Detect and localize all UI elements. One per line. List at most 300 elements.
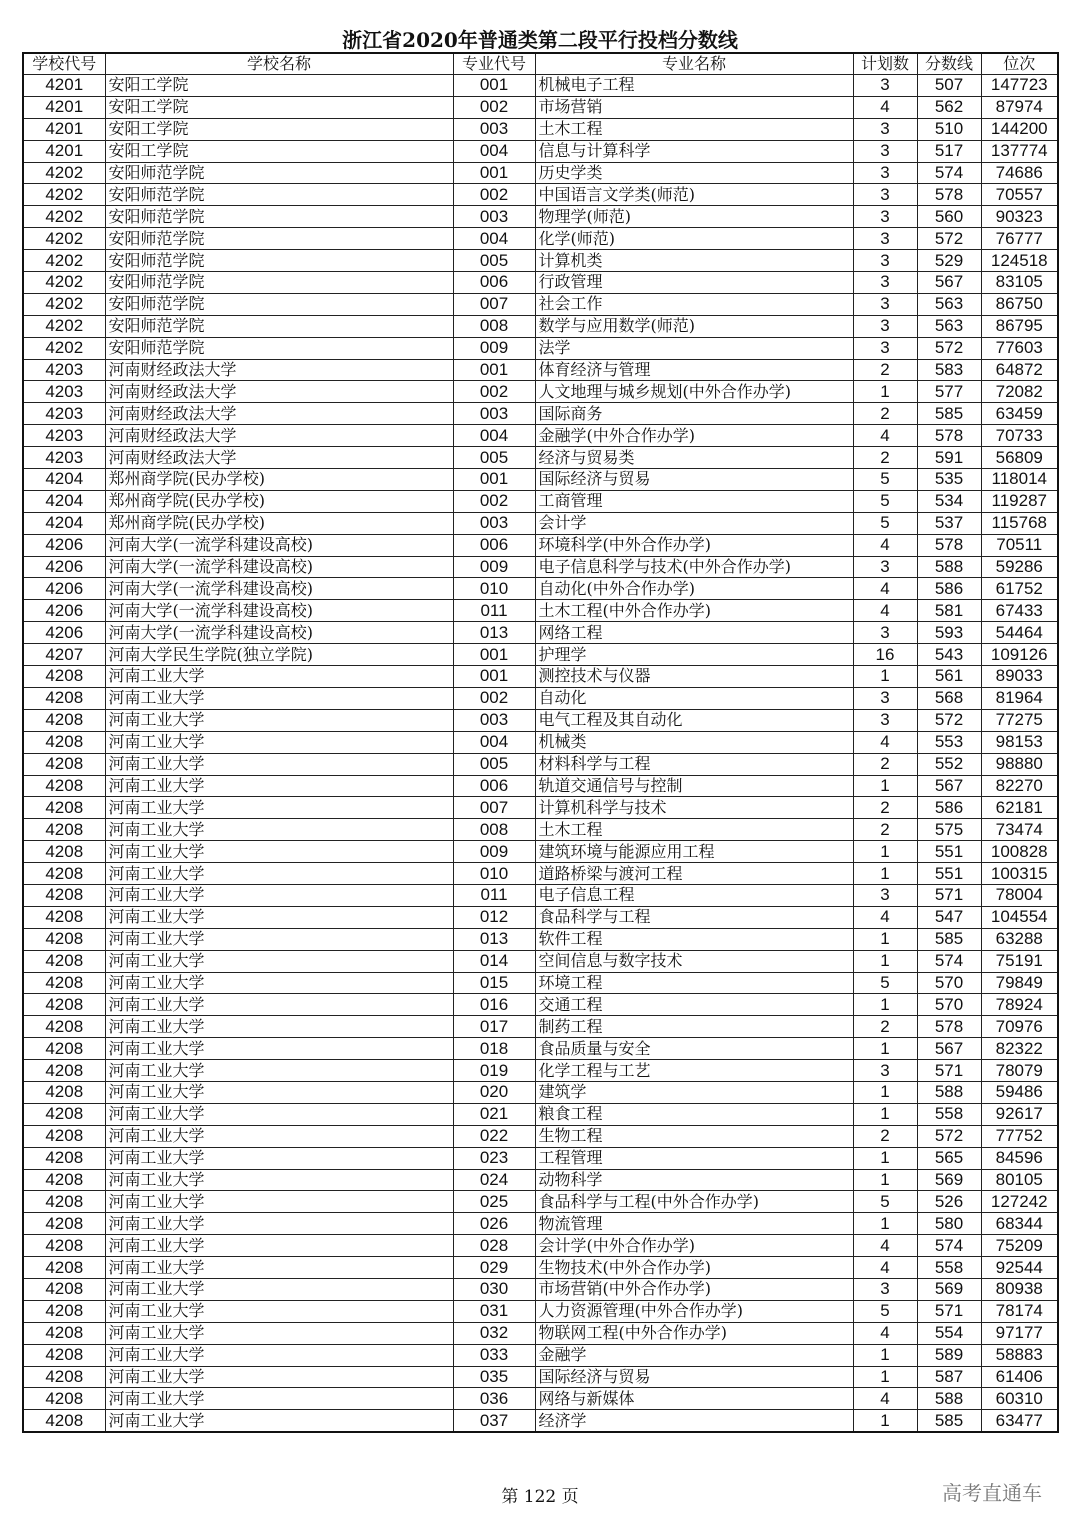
cell-score-line: 574 <box>917 162 981 184</box>
cell-plan-count: 5 <box>853 1191 917 1213</box>
cell-score-line: 578 <box>917 1016 981 1038</box>
cell-score-line: 578 <box>917 184 981 206</box>
cell-school-name: 河南工业大学 <box>105 1103 453 1125</box>
cell-major-code: 006 <box>453 775 535 797</box>
cell-school-code: 4208 <box>23 1060 105 1082</box>
cell-school-name: 安阳师范学院 <box>105 250 453 272</box>
cell-school-name: 安阳师范学院 <box>105 228 453 250</box>
cell-rank: 81964 <box>981 687 1058 709</box>
cell-plan-count: 3 <box>853 184 917 206</box>
cell-score-line: 567 <box>917 775 981 797</box>
cell-score-line: 543 <box>917 644 981 666</box>
cell-school-name: 郑州商学院(民办学校) <box>105 469 453 491</box>
cell-major-code: 012 <box>453 906 535 928</box>
cell-major-code: 022 <box>453 1125 535 1147</box>
cell-major-name: 食品质量与安全 <box>535 1038 853 1060</box>
cell-school-code: 4208 <box>23 1257 105 1279</box>
cell-school-name: 安阳师范学院 <box>105 184 453 206</box>
cell-major-name: 历史学类 <box>535 162 853 184</box>
cell-major-code: 018 <box>453 1038 535 1060</box>
cell-rank: 80105 <box>981 1169 1058 1191</box>
cell-plan-count: 2 <box>853 797 917 819</box>
cell-rank: 100828 <box>981 841 1058 863</box>
table-row <box>23 96 1058 118</box>
cell-school-code: 4208 <box>23 841 105 863</box>
cell-score-line: 535 <box>917 469 981 491</box>
cell-major-name: 工程管理 <box>535 1147 853 1169</box>
cell-rank: 137774 <box>981 140 1058 162</box>
cell-rank: 78004 <box>981 884 1058 906</box>
cell-school-name: 安阳师范学院 <box>105 206 453 228</box>
cell-school-code: 4208 <box>23 1169 105 1191</box>
cell-score-line: 578 <box>917 425 981 447</box>
cell-rank: 73474 <box>981 819 1058 841</box>
cell-major-name: 自动化 <box>535 687 853 709</box>
cell-major-code: 033 <box>453 1344 535 1366</box>
table-row <box>23 841 1058 863</box>
cell-plan-count: 1 <box>853 841 917 863</box>
cell-school-name: 河南财经政法大学 <box>105 425 453 447</box>
cell-major-code: 001 <box>453 75 535 97</box>
cell-major-code: 002 <box>453 96 535 118</box>
cell-school-name: 河南工业大学 <box>105 1235 453 1257</box>
cell-school-name: 河南工业大学 <box>105 1322 453 1344</box>
cell-major-code: 025 <box>453 1191 535 1213</box>
cell-major-name: 环境科学(中外合作办学) <box>535 534 853 556</box>
cell-major-name: 会计学(中外合作办学) <box>535 1235 853 1257</box>
cell-major-code: 011 <box>453 884 535 906</box>
cell-major-code: 023 <box>453 1147 535 1169</box>
cell-score-line: 561 <box>917 666 981 688</box>
cell-rank: 62181 <box>981 797 1058 819</box>
cell-major-code: 001 <box>453 359 535 381</box>
cell-major-name: 电气工程及其自动化 <box>535 709 853 731</box>
cell-major-code: 019 <box>453 1060 535 1082</box>
cell-score-line: 529 <box>917 250 981 272</box>
cell-score-line: 588 <box>917 1081 981 1103</box>
table-row <box>23 666 1058 688</box>
table-row <box>23 600 1058 622</box>
cell-plan-count: 3 <box>853 272 917 294</box>
cell-major-name: 生物工程 <box>535 1125 853 1147</box>
cell-major-name: 行政管理 <box>535 272 853 294</box>
table-row <box>23 1191 1058 1213</box>
cell-score-line: 572 <box>917 228 981 250</box>
cell-school-code: 4208 <box>23 1191 105 1213</box>
cell-school-name: 河南工业大学 <box>105 1016 453 1038</box>
cell-major-name: 网络与新媒体 <box>535 1388 853 1410</box>
cell-plan-count: 16 <box>853 644 917 666</box>
cell-school-name: 河南工业大学 <box>105 1060 453 1082</box>
cell-score-line: 586 <box>917 578 981 600</box>
cell-plan-count: 1 <box>853 994 917 1016</box>
cell-plan-count: 1 <box>853 863 917 885</box>
cell-school-code: 4202 <box>23 162 105 184</box>
cell-major-code: 006 <box>453 272 535 294</box>
cell-school-name: 河南工业大学 <box>105 928 453 950</box>
cell-rank: 78174 <box>981 1300 1058 1322</box>
cell-school-name: 河南工业大学 <box>105 1257 453 1279</box>
cell-major-name: 制药工程 <box>535 1016 853 1038</box>
cell-school-code: 4208 <box>23 1103 105 1125</box>
cell-score-line: 526 <box>917 1191 981 1213</box>
cell-score-line: 585 <box>917 403 981 425</box>
cell-major-name: 社会工作 <box>535 293 853 315</box>
cell-score-line: 587 <box>917 1366 981 1388</box>
cell-major-name: 市场营销 <box>535 96 853 118</box>
table-row <box>23 512 1058 534</box>
cell-major-name: 食品科学与工程 <box>535 906 853 928</box>
cell-school-code: 4202 <box>23 228 105 250</box>
cell-major-code: 006 <box>453 534 535 556</box>
cell-score-line: 517 <box>917 140 981 162</box>
cell-rank: 75209 <box>981 1235 1058 1257</box>
cell-school-name: 河南工业大学 <box>105 687 453 709</box>
table-row <box>23 644 1058 666</box>
table-row <box>23 1388 1058 1410</box>
cell-major-name: 金融学(中外合作办学) <box>535 425 853 447</box>
table-row <box>23 250 1058 272</box>
table-row <box>23 75 1058 97</box>
cell-major-code: 005 <box>453 447 535 469</box>
cell-rank: 147723 <box>981 75 1058 97</box>
cell-major-name: 自动化(中外合作办学) <box>535 578 853 600</box>
cell-plan-count: 4 <box>853 1257 917 1279</box>
cell-major-name: 电子信息工程 <box>535 884 853 906</box>
cell-major-code: 026 <box>453 1213 535 1235</box>
table-row <box>23 753 1058 775</box>
cell-score-line: 565 <box>917 1147 981 1169</box>
table-row <box>23 162 1058 184</box>
cell-major-name: 土木工程 <box>535 819 853 841</box>
cell-rank: 77752 <box>981 1125 1058 1147</box>
cell-rank: 75191 <box>981 950 1058 972</box>
cell-major-name: 人力资源管理(中外合作办学) <box>535 1300 853 1322</box>
cell-plan-count: 4 <box>853 731 917 753</box>
cell-school-name: 安阳师范学院 <box>105 162 453 184</box>
cell-school-code: 4203 <box>23 403 105 425</box>
cell-major-code: 007 <box>453 293 535 315</box>
cell-school-name: 河南工业大学 <box>105 666 453 688</box>
cell-major-name: 工商管理 <box>535 490 853 512</box>
cell-major-code: 021 <box>453 1103 535 1125</box>
cell-major-name: 法学 <box>535 337 853 359</box>
cell-plan-count: 5 <box>853 972 917 994</box>
cell-plan-count: 2 <box>853 403 917 425</box>
cell-school-code: 4208 <box>23 753 105 775</box>
cell-school-name: 河南财经政法大学 <box>105 447 453 469</box>
cell-major-code: 024 <box>453 1169 535 1191</box>
header-school-code: 学校代号 <box>23 53 105 75</box>
cell-rank: 56809 <box>981 447 1058 469</box>
cell-score-line: 575 <box>917 819 981 841</box>
table-row <box>23 928 1058 950</box>
table-row <box>23 490 1058 512</box>
cell-score-line: 537 <box>917 512 981 534</box>
cell-school-code: 4202 <box>23 206 105 228</box>
table-row <box>23 1081 1058 1103</box>
cell-school-name: 河南工业大学 <box>105 1081 453 1103</box>
table-row <box>23 1125 1058 1147</box>
cell-rank: 64872 <box>981 359 1058 381</box>
cell-plan-count: 2 <box>853 1125 917 1147</box>
cell-score-line: 572 <box>917 337 981 359</box>
cell-major-code: 004 <box>453 425 535 447</box>
cell-plan-count: 3 <box>853 1278 917 1300</box>
cell-score-line: 560 <box>917 206 981 228</box>
cell-school-code: 4208 <box>23 1016 105 1038</box>
cell-score-line: 574 <box>917 1235 981 1257</box>
cell-rank: 89033 <box>981 666 1058 688</box>
table-row <box>23 1038 1058 1060</box>
cell-plan-count: 5 <box>853 512 917 534</box>
cell-rank: 115768 <box>981 512 1058 534</box>
cell-school-name: 郑州商学院(民办学校) <box>105 490 453 512</box>
cell-major-code: 031 <box>453 1300 535 1322</box>
table-body <box>23 75 1058 1433</box>
table-row <box>23 709 1058 731</box>
table-row <box>23 1278 1058 1300</box>
cell-major-name: 物理学(师范) <box>535 206 853 228</box>
cell-school-code: 4208 <box>23 1081 105 1103</box>
cell-rank: 72082 <box>981 381 1058 403</box>
cell-school-code: 4208 <box>23 775 105 797</box>
cell-major-name: 轨道交通信号与控制 <box>535 775 853 797</box>
cell-school-name: 河南工业大学 <box>105 1038 453 1060</box>
cell-school-code: 4201 <box>23 140 105 162</box>
table-row <box>23 1410 1058 1432</box>
cell-major-name: 信息与计算科学 <box>535 140 853 162</box>
cell-major-name: 土木工程 <box>535 118 853 140</box>
table-row <box>23 775 1058 797</box>
table-row <box>23 1366 1058 1388</box>
cell-school-name: 河南工业大学 <box>105 1344 453 1366</box>
cell-plan-count: 3 <box>853 884 917 906</box>
cell-plan-count: 1 <box>853 1147 917 1169</box>
cell-school-code: 4202 <box>23 293 105 315</box>
cell-plan-count: 4 <box>853 906 917 928</box>
cell-school-code: 4203 <box>23 447 105 469</box>
cell-score-line: 567 <box>917 272 981 294</box>
cell-rank: 61752 <box>981 578 1058 600</box>
cell-rank: 63288 <box>981 928 1058 950</box>
cell-major-code: 003 <box>453 206 535 228</box>
cell-plan-count: 1 <box>853 1038 917 1060</box>
cell-school-name: 河南工业大学 <box>105 797 453 819</box>
cell-major-code: 016 <box>453 994 535 1016</box>
cell-rank: 59486 <box>981 1081 1058 1103</box>
cell-school-name: 河南工业大学 <box>105 1300 453 1322</box>
cell-plan-count: 1 <box>853 666 917 688</box>
cell-school-name: 安阳师范学院 <box>105 337 453 359</box>
cell-score-line: 570 <box>917 994 981 1016</box>
cell-major-name: 粮食工程 <box>535 1103 853 1125</box>
table-row <box>23 1257 1058 1279</box>
cell-school-name: 河南大学(一流学科建设高校) <box>105 556 453 578</box>
cell-rank: 98153 <box>981 731 1058 753</box>
cell-score-line: 552 <box>917 753 981 775</box>
cell-rank: 60310 <box>981 1388 1058 1410</box>
cell-rank: 54464 <box>981 622 1058 644</box>
cell-major-code: 004 <box>453 140 535 162</box>
cell-major-code: 004 <box>453 731 535 753</box>
cell-score-line: 572 <box>917 1125 981 1147</box>
cell-school-code: 4208 <box>23 1213 105 1235</box>
cell-rank: 97177 <box>981 1322 1058 1344</box>
cell-major-code: 032 <box>453 1322 535 1344</box>
cell-score-line: 570 <box>917 972 981 994</box>
cell-school-code: 4208 <box>23 884 105 906</box>
table-row <box>23 118 1058 140</box>
cell-school-code: 4208 <box>23 687 105 709</box>
table-row <box>23 1235 1058 1257</box>
cell-school-code: 4203 <box>23 359 105 381</box>
cell-rank: 82322 <box>981 1038 1058 1060</box>
table-row <box>23 337 1058 359</box>
cell-plan-count: 4 <box>853 425 917 447</box>
cell-rank: 61406 <box>981 1366 1058 1388</box>
cell-rank: 118014 <box>981 469 1058 491</box>
cell-school-name: 安阳师范学院 <box>105 293 453 315</box>
cell-plan-count: 3 <box>853 709 917 731</box>
cell-score-line: 551 <box>917 863 981 885</box>
cell-school-code: 4202 <box>23 337 105 359</box>
cell-plan-count: 4 <box>853 534 917 556</box>
cell-school-name: 河南财经政法大学 <box>105 381 453 403</box>
cell-score-line: 534 <box>917 490 981 512</box>
cell-rank: 127242 <box>981 1191 1058 1213</box>
cell-major-name: 化学(师范) <box>535 228 853 250</box>
cell-major-name: 环境工程 <box>535 972 853 994</box>
table-row <box>23 469 1058 491</box>
cell-school-code: 4204 <box>23 490 105 512</box>
cell-school-code: 4208 <box>23 1388 105 1410</box>
cell-plan-count: 1 <box>853 928 917 950</box>
cell-score-line: 553 <box>917 731 981 753</box>
cell-school-name: 安阳工学院 <box>105 96 453 118</box>
cell-major-code: 003 <box>453 118 535 140</box>
cell-major-code: 010 <box>453 578 535 600</box>
cell-score-line: 563 <box>917 293 981 315</box>
cell-major-name: 生物技术(中外合作办学) <box>535 1257 853 1279</box>
cell-major-code: 009 <box>453 556 535 578</box>
cell-plan-count: 3 <box>853 315 917 337</box>
cell-rank: 59286 <box>981 556 1058 578</box>
cell-major-name: 经济与贸易类 <box>535 447 853 469</box>
cell-major-code: 003 <box>453 403 535 425</box>
cell-major-code: 008 <box>453 819 535 841</box>
cell-school-name: 安阳师范学院 <box>105 272 453 294</box>
cell-rank: 63459 <box>981 403 1058 425</box>
cell-school-name: 河南工业大学 <box>105 972 453 994</box>
cell-major-code: 002 <box>453 490 535 512</box>
table-row <box>23 1103 1058 1125</box>
cell-plan-count: 4 <box>853 1322 917 1344</box>
cell-score-line: 554 <box>917 1322 981 1344</box>
cell-major-code: 037 <box>453 1410 535 1432</box>
cell-major-name: 国际经济与贸易 <box>535 1366 853 1388</box>
cell-rank: 104554 <box>981 906 1058 928</box>
cell-school-code: 4208 <box>23 1235 105 1257</box>
cell-plan-count: 2 <box>853 1016 917 1038</box>
cell-school-code: 4206 <box>23 556 105 578</box>
cell-score-line: 558 <box>917 1257 981 1279</box>
cell-rank: 68344 <box>981 1213 1058 1235</box>
cell-major-name: 物流管理 <box>535 1213 853 1235</box>
cell-score-line: 567 <box>917 1038 981 1060</box>
cell-score-line: 569 <box>917 1169 981 1191</box>
cell-school-name: 河南工业大学 <box>105 709 453 731</box>
cell-school-code: 4201 <box>23 118 105 140</box>
cell-major-code: 028 <box>453 1235 535 1257</box>
cell-score-line: 585 <box>917 928 981 950</box>
table-row <box>23 1147 1058 1169</box>
cell-major-code: 001 <box>453 469 535 491</box>
cell-school-name: 安阳工学院 <box>105 140 453 162</box>
cell-major-code: 005 <box>453 250 535 272</box>
cell-major-name: 机械类 <box>535 731 853 753</box>
cell-major-name: 测控技术与仪器 <box>535 666 853 688</box>
cell-rank: 124518 <box>981 250 1058 272</box>
cell-score-line: 562 <box>917 96 981 118</box>
cell-school-name: 河南工业大学 <box>105 841 453 863</box>
cell-school-code: 4208 <box>23 709 105 731</box>
cell-score-line: 547 <box>917 906 981 928</box>
table-row <box>23 140 1058 162</box>
table-row <box>23 425 1058 447</box>
cell-major-code: 002 <box>453 184 535 206</box>
cell-plan-count: 5 <box>853 1300 917 1322</box>
cell-plan-count: 1 <box>853 1213 917 1235</box>
cell-score-line: 591 <box>917 447 981 469</box>
cell-score-line: 571 <box>917 884 981 906</box>
cell-score-line: 563 <box>917 315 981 337</box>
cell-plan-count: 1 <box>853 1410 917 1432</box>
cell-score-line: 577 <box>917 381 981 403</box>
cell-rank: 92617 <box>981 1103 1058 1125</box>
cell-rank: 90323 <box>981 206 1058 228</box>
table-row <box>23 1169 1058 1191</box>
cell-school-code: 4206 <box>23 534 105 556</box>
table-row <box>23 403 1058 425</box>
cell-rank: 77603 <box>981 337 1058 359</box>
cell-plan-count: 3 <box>853 687 917 709</box>
table-row <box>23 950 1058 972</box>
cell-plan-count: 3 <box>853 140 917 162</box>
cell-school-code: 4203 <box>23 381 105 403</box>
cell-major-name: 计算机类 <box>535 250 853 272</box>
cell-major-code: 036 <box>453 1388 535 1410</box>
admission-score-table <box>22 52 1059 1433</box>
cell-school-code: 4208 <box>23 1300 105 1322</box>
cell-school-name: 河南大学(一流学科建设高校) <box>105 534 453 556</box>
cell-school-code: 4202 <box>23 272 105 294</box>
cell-school-code: 4202 <box>23 184 105 206</box>
cell-rank: 82270 <box>981 775 1058 797</box>
cell-plan-count: 2 <box>853 819 917 841</box>
cell-major-name: 国际商务 <box>535 403 853 425</box>
cell-school-code: 4208 <box>23 666 105 688</box>
table-row <box>23 797 1058 819</box>
cell-school-name: 河南工业大学 <box>105 906 453 928</box>
cell-school-name: 河南工业大学 <box>105 1278 453 1300</box>
cell-major-code: 017 <box>453 1016 535 1038</box>
cell-school-name: 安阳工学院 <box>105 75 453 97</box>
cell-school-name: 河南工业大学 <box>105 775 453 797</box>
cell-score-line: 507 <box>917 75 981 97</box>
cell-plan-count: 3 <box>853 293 917 315</box>
cell-school-code: 4208 <box>23 731 105 753</box>
